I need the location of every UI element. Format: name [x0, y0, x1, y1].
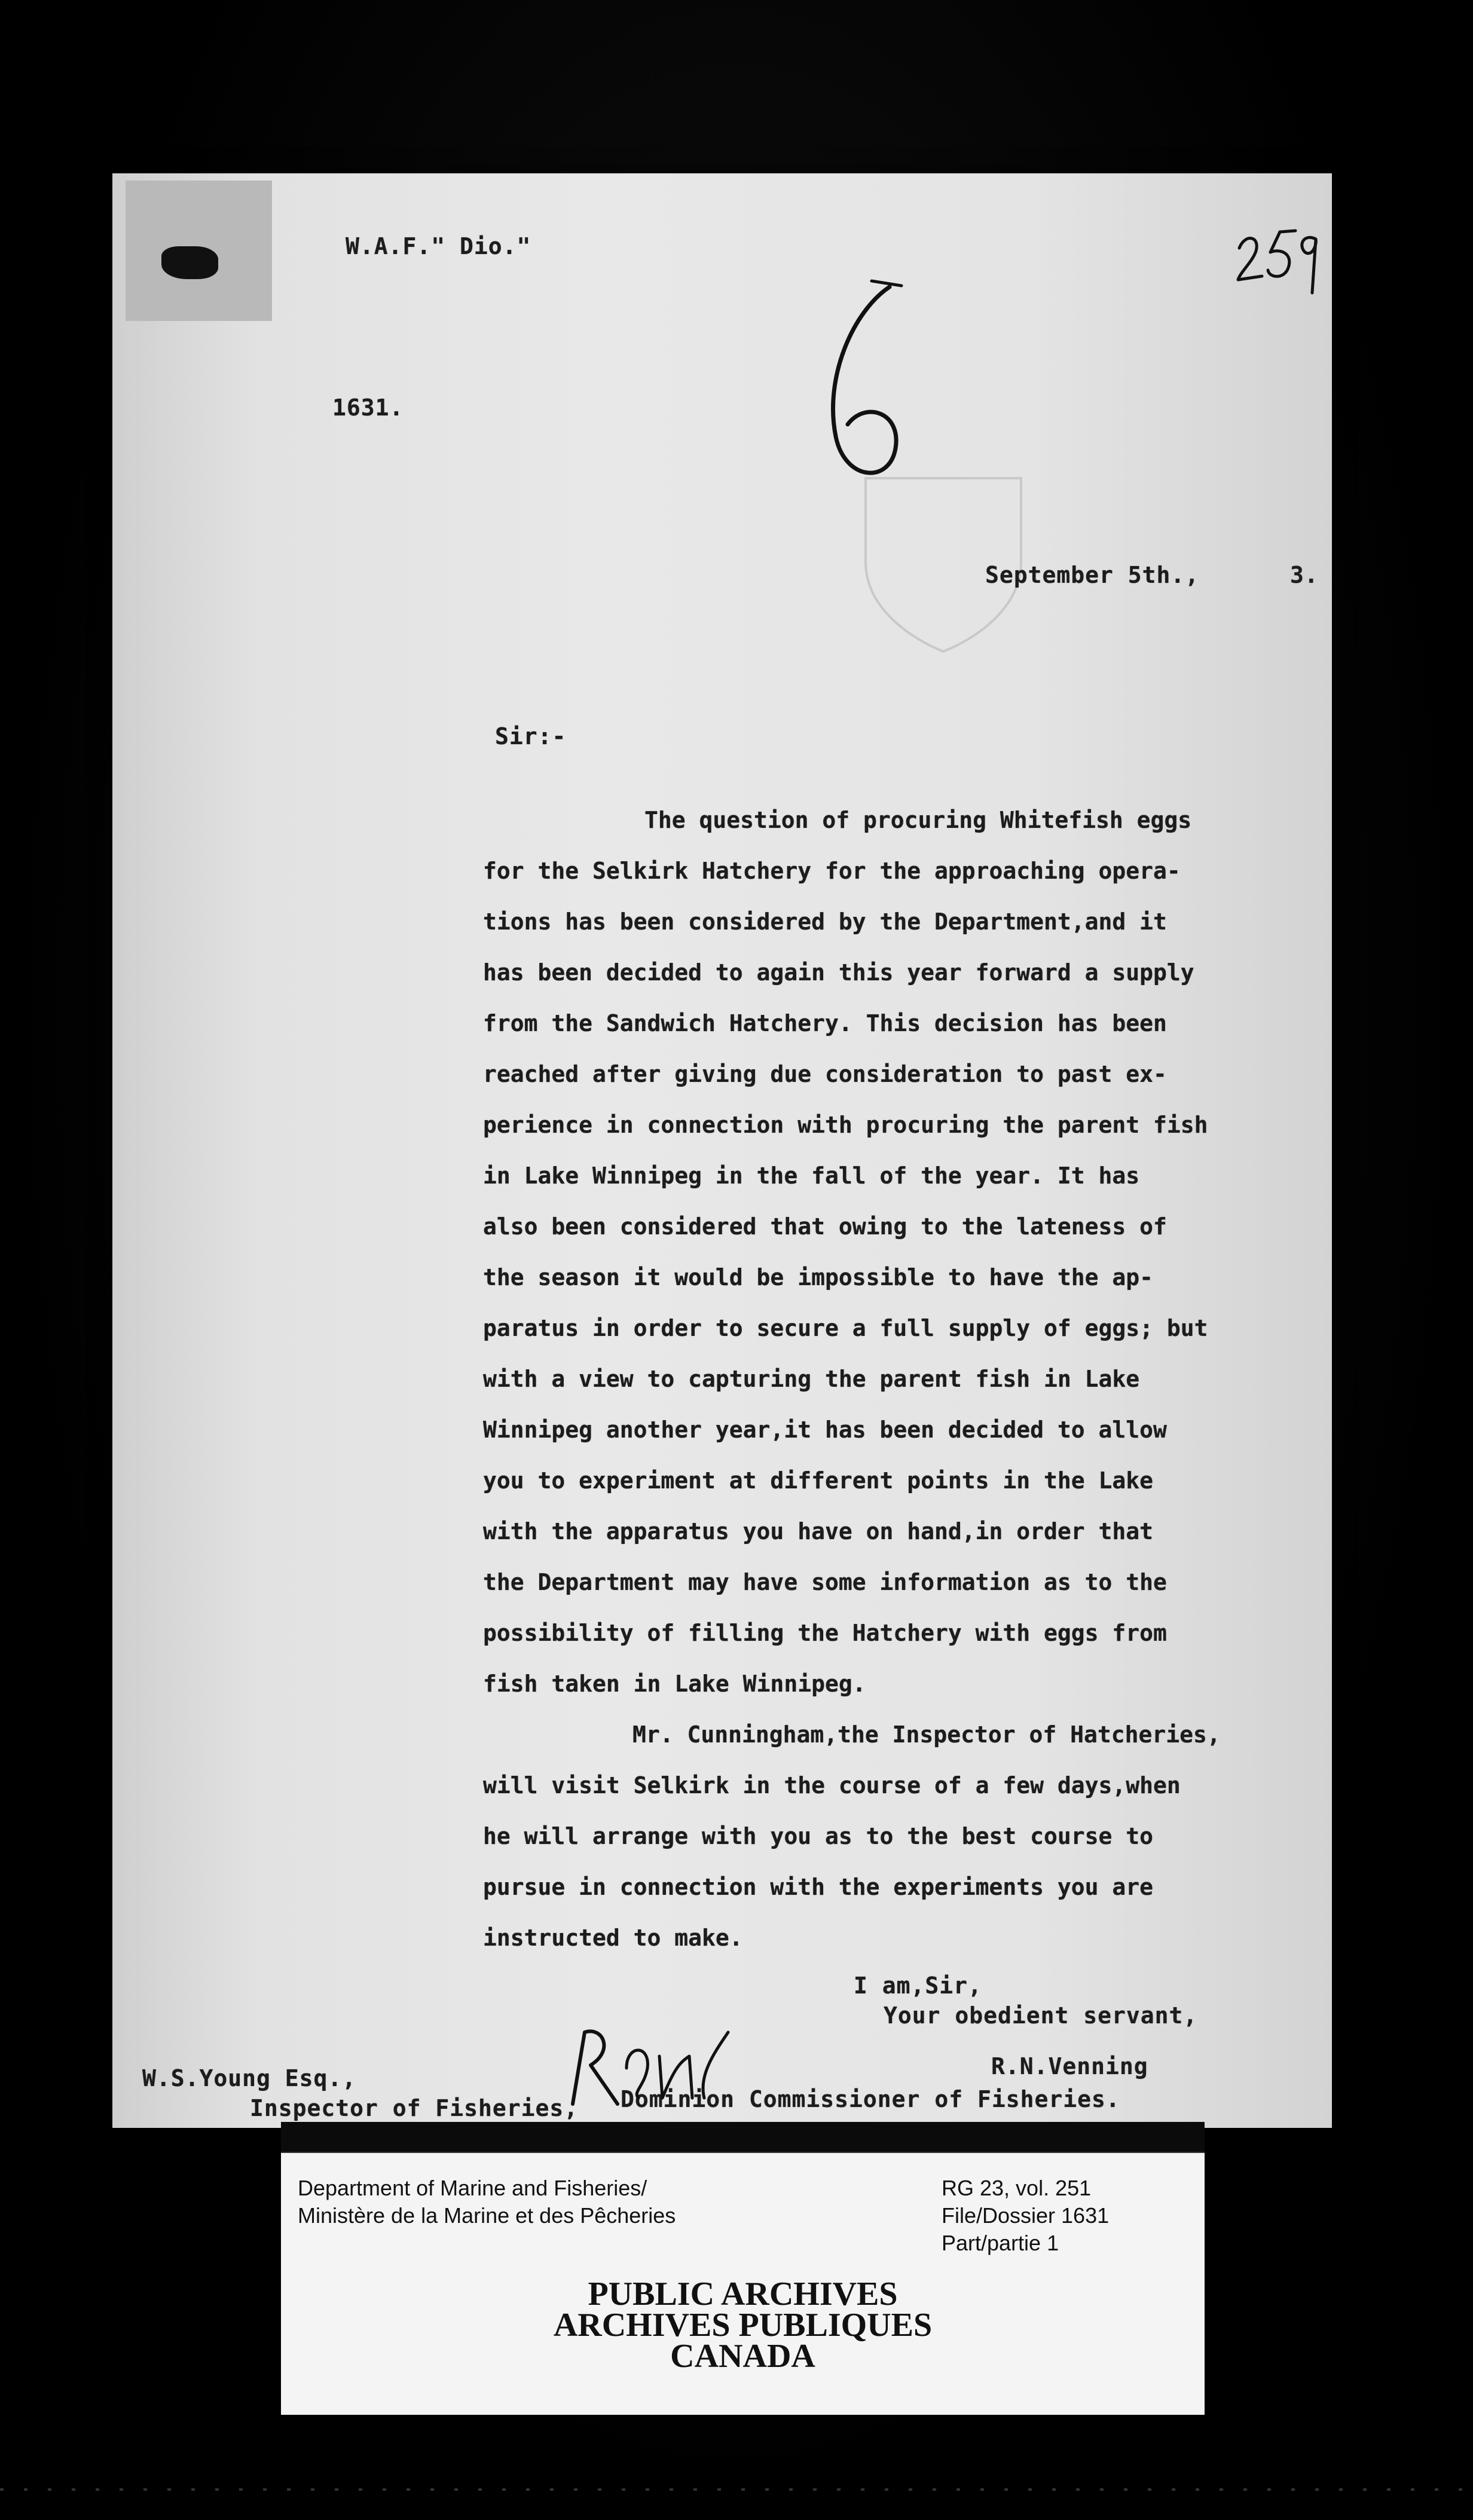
handwritten-signature: [561, 2014, 740, 2128]
addressee-name: W.S.Young Esq.,: [142, 2065, 357, 2091]
part-reference: Part/partie 1: [942, 2231, 1059, 2255]
body-line: Mr. Cunningham,the Inspector of Hatcheries,: [632, 1721, 1221, 1748]
body-line: the season it would be impossible to have the ap-: [483, 1264, 1154, 1290]
department-name-en: Department of Marine and Fisheries/: [298, 2176, 647, 2200]
body-line: he will arrange with you as to the best course to: [483, 1823, 1154, 1849]
signer-name: R.N.Venning: [991, 2053, 1148, 2079]
body-line: perience in connection with procuring the parent fish: [483, 1112, 1208, 1138]
film-edge-ticks: [0, 2481, 1473, 2498]
body-line: in Lake Winnipeg in the fall of the year. It has: [483, 1163, 1140, 1189]
record-group: RG 23, vol. 251: [942, 2176, 1092, 2200]
body-line: for the Selkirk Hatchery for the approaching opera-: [483, 858, 1181, 884]
closing-greeting: I am,Sir,: [854, 1972, 982, 1999]
archive-label-card: [281, 2152, 1205, 2415]
file-number: 1631.: [332, 394, 404, 421]
reference-line: W.A.F." Dio.": [346, 233, 531, 259]
body-line: you to experiment at different points in the Lake: [483, 1467, 1154, 1494]
body-line: possibility of filling the Hatchery with eggs from: [483, 1620, 1167, 1646]
date-month-day: September 5th.,: [985, 562, 1200, 588]
salutation: Sir:-: [495, 723, 567, 750]
watermark-crest: [854, 460, 1033, 657]
department-name-fr: Ministère de la Marine et des Pêcheries: [298, 2203, 676, 2228]
card-divider: [281, 2152, 1205, 2153]
body-line: with a view to capturing the parent fish in Lake: [483, 1366, 1140, 1392]
body-line: has been decided to again this year forward a supply: [483, 959, 1194, 986]
body-line: Winnipeg another year,it has been decided to allow: [483, 1417, 1167, 1443]
body-line: fish taken in Lake Winnipeg.: [483, 1671, 866, 1697]
handwritten-folio-number: [1233, 221, 1323, 305]
body-line: from the Sandwich Hatchery. This decision has been: [483, 1010, 1167, 1036]
letter-page: [112, 173, 1332, 2128]
file-reference: File/Dossier 1631: [942, 2203, 1110, 2228]
stamp-patch: [126, 181, 272, 321]
signer-title: Dominion Commissioner of Fisheries.: [621, 2086, 1120, 2112]
archive-heading-country: CANADA: [670, 2338, 815, 2375]
body-line: pursue in connection with the experiments you are: [483, 1874, 1154, 1900]
date-year: 3.: [1290, 562, 1319, 588]
body-line: also been considered that owing to the lateness of: [483, 1213, 1167, 1240]
addressee-title: Inspector of Fisheries,: [250, 2095, 579, 2121]
body-line: the Department may have some information as to the: [483, 1569, 1167, 1595]
body-line: paratus in order to secure a full supply of eggs; but: [483, 1315, 1208, 1341]
body-line: tions has been considered by the Department,and it: [483, 909, 1167, 935]
body-line: will visit Selkirk in the course of a few days,when: [483, 1772, 1181, 1799]
archive-heading-en: PUBLIC ARCHIVES: [588, 2276, 898, 2313]
body-line: reached after giving due consideration to past ex-: [483, 1061, 1167, 1087]
body-line: with the apparatus you have on hand,in order that: [483, 1518, 1154, 1545]
body-line: instructed to make.: [483, 1925, 743, 1951]
ink-blot: [161, 246, 218, 279]
archive-heading-fr: ARCHIVES PUBLIQUES: [553, 2307, 933, 2344]
closing-servant: Your obedient servant,: [884, 2002, 1198, 2029]
label-holder-strip: [281, 2122, 1205, 2152]
body-line: The question of procuring Whitefish eggs: [644, 807, 1192, 833]
